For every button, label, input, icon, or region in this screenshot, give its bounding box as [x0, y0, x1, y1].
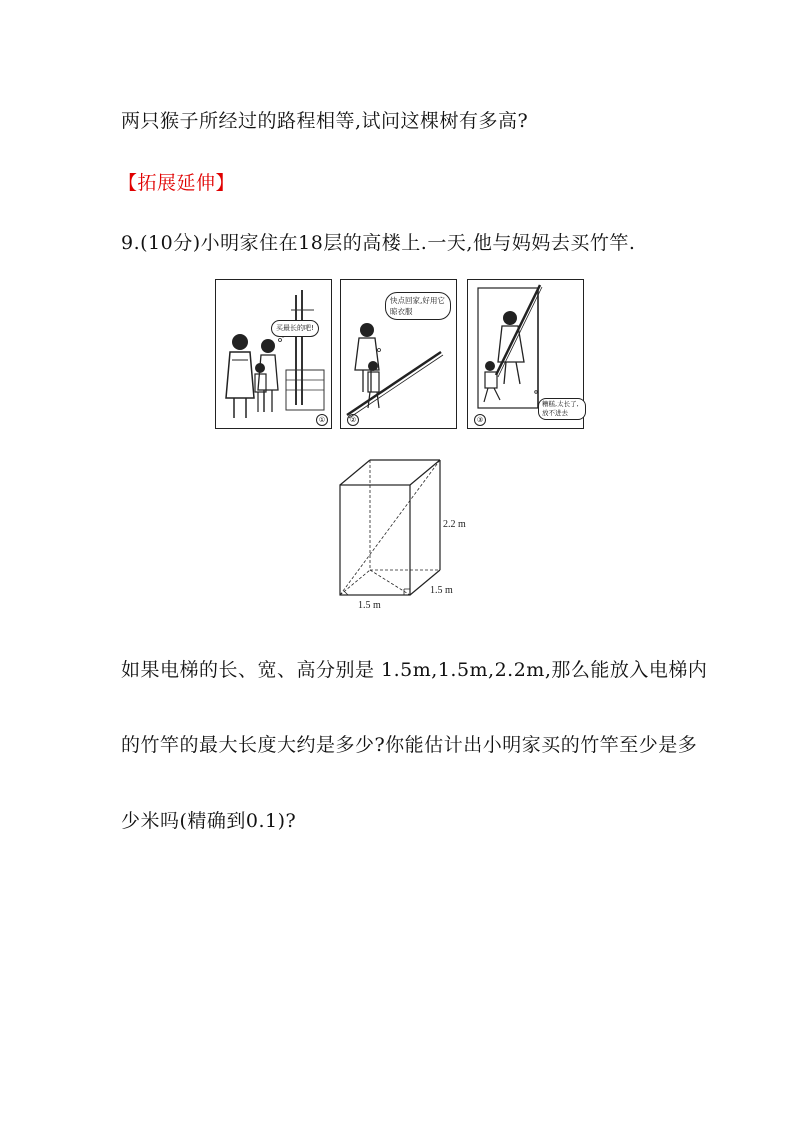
section-heading: 【拓展延伸】 — [118, 172, 236, 194]
panel-number-3: ③ — [474, 414, 486, 426]
comic-panel-1 — [215, 279, 332, 429]
height-label: 2.2 m — [443, 519, 466, 530]
edge-top-left — [340, 460, 370, 485]
length-label: 1.5 m — [358, 600, 381, 611]
speech-bubble-3: 糟糕,太长了,放不进去 — [538, 398, 586, 420]
width-label: 1.5 m — [430, 585, 453, 596]
space-diagonal — [340, 460, 440, 595]
panel-1-illustration — [216, 280, 330, 427]
speech-bubble-1: 买最长的吧! — [271, 320, 319, 337]
comic-panel-2 — [340, 279, 457, 429]
text-line-1: 两只猴子所经过的路程相等,试问这棵树有多高? — [121, 110, 529, 132]
comic-panel-3 — [467, 279, 584, 429]
elevator-box-diagram — [330, 455, 480, 615]
paragraph-line-2: 的竹竿的最大长度大约是多少?你能估计出小明家买的竹竿至少是多 — [121, 734, 698, 756]
question-9: 9.(10分)小明家住在18层的高楼上.一天,他与妈妈去买竹竿. — [121, 232, 636, 254]
panel-number-1: ① — [316, 414, 328, 426]
edge-top-right — [410, 460, 440, 485]
paragraph-line-1: 如果电梯的长、宽、高分别是 1.5m,1.5m,2.2m,那么能放入电梯内 — [121, 659, 708, 681]
front-face — [340, 485, 410, 595]
speech-bubble-2: 快点回家,好用它晾衣服 — [385, 292, 451, 320]
panel-number-2: ② — [347, 414, 359, 426]
paragraph-line-3: 少米吗(精确到0.1)? — [121, 810, 297, 832]
